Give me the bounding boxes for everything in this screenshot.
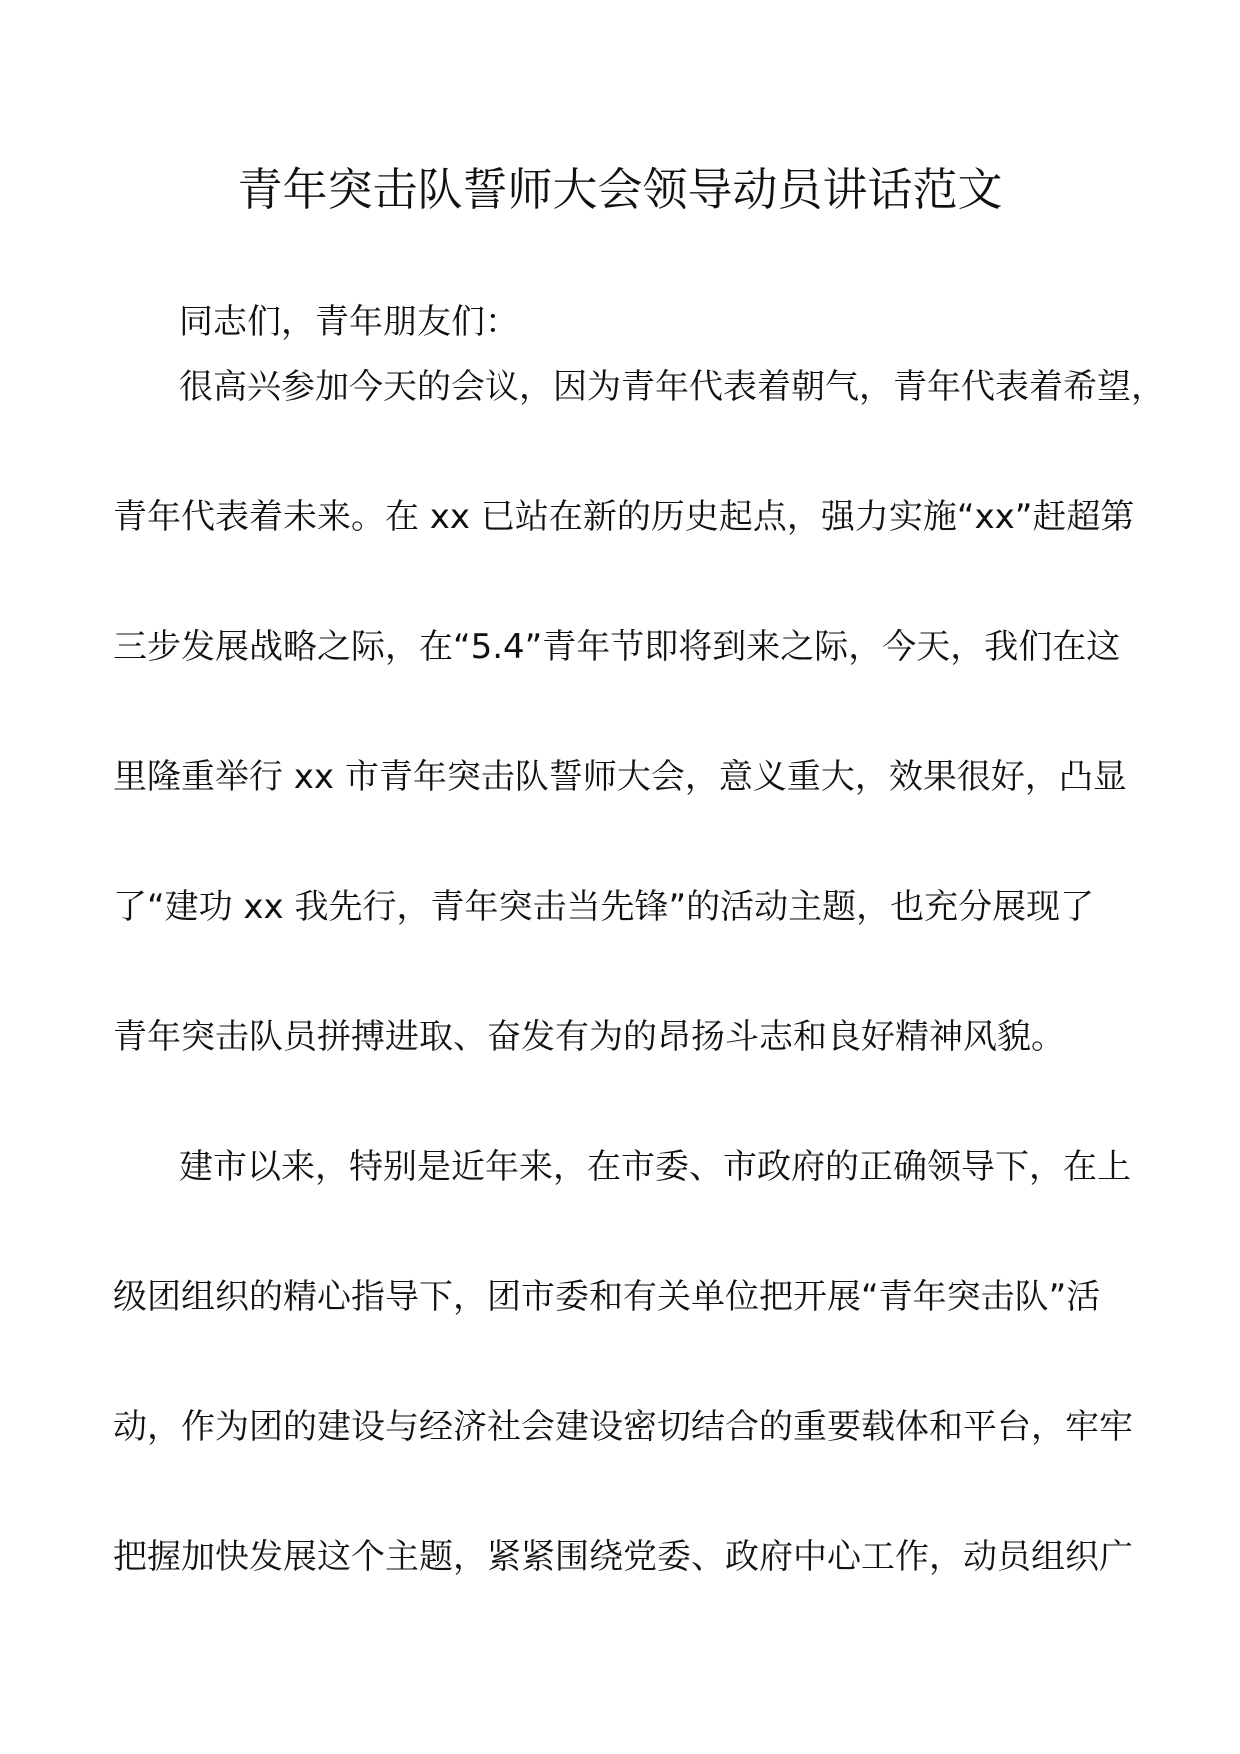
document-title: 青年突击队誓师大会领导动员讲话范文 (237, 163, 1003, 216)
body-line: 了“建功 xx 我先行，青年突击当先锋”的活动主题，也充分展现了 (113, 887, 1095, 927)
body-line: 青年突击队员拼搏进取、奋发有为的昂扬斗志和良好精神风貌。 (113, 1017, 1065, 1057)
body-line: 级团组织的精心指导下，团市委和有关单位把开展“青年突击队”活 (113, 1277, 1101, 1317)
body-line: 里隆重举行 xx 市青年突击队誓师大会，意义重大，效果很好，凸显 (113, 757, 1127, 797)
body-line: 很高兴参加今天的会议，因为青年代表着朝气，青年代表着希望， (179, 367, 1165, 407)
body-line: 把握加快发展这个主题，紧紧围绕党委、政府中心工作，动员组织广 (113, 1537, 1133, 1577)
body-line: 三步发展战略之际，在“5.4”青年节即将到来之际，今天，我们在这 (113, 627, 1121, 667)
body-line: 建市以来，特别是近年来，在市委、市政府的正确领导下，在上 (179, 1147, 1131, 1187)
body-line: 动，作为团的建设与经济社会建设密切结合的重要载体和平台，牢牢 (113, 1407, 1133, 1447)
body-line: 青年代表着未来。在 xx 已站在新的历史起点，强力实施“xx”赶超第 (113, 497, 1135, 537)
salutation-line: 同志们，青年朋友们： (179, 302, 519, 342)
